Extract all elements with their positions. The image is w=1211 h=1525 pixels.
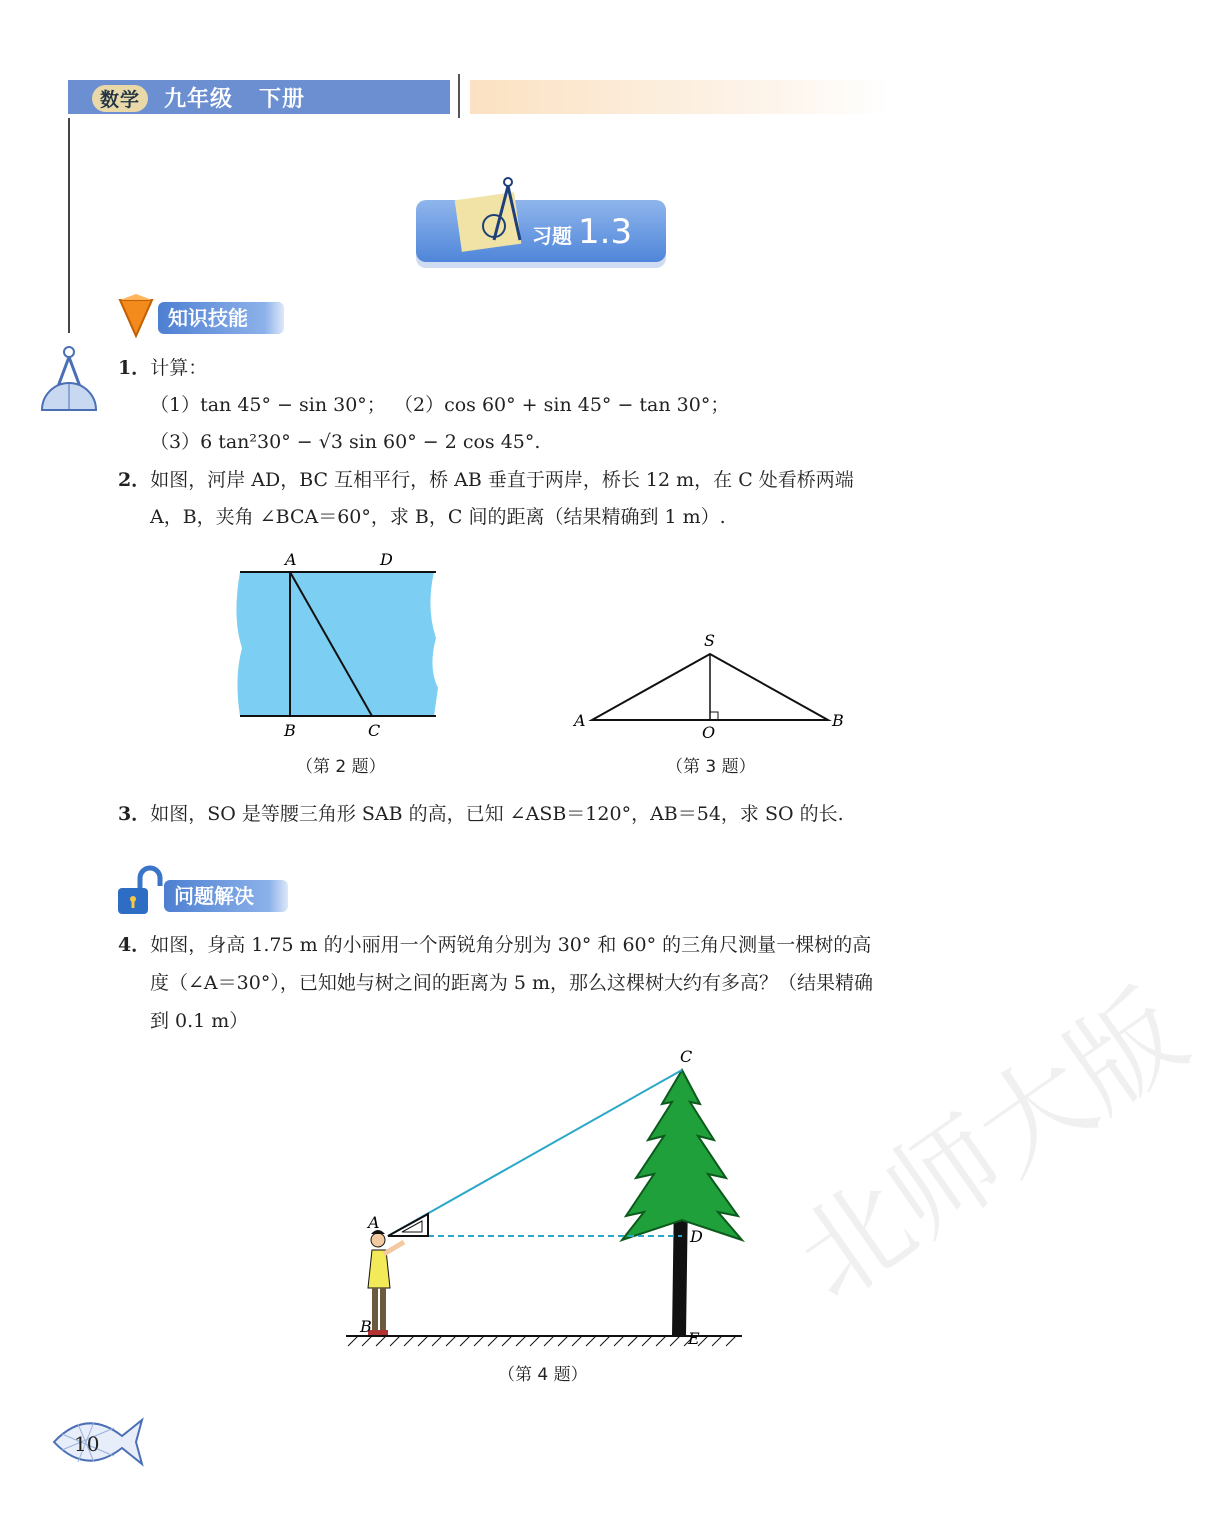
exercise-title-number: 1.3 [578, 212, 633, 252]
section-knowledge-skills: 知识技能 [158, 302, 284, 334]
river-water [236, 572, 438, 716]
label-S: S [704, 631, 715, 650]
label-C: C [368, 721, 381, 740]
header-separator [458, 74, 460, 118]
question-1-part-3: （3）6 tan²30° − √3 sin 60° − 2 cos 45°. [150, 431, 541, 453]
question-3-number: 3． [118, 803, 151, 825]
watermark: 北师大版 [773, 967, 1208, 1325]
header-volume: 下册 [259, 87, 306, 112]
compass-icon [472, 176, 528, 248]
figure-2-caption: （第 2 题） [296, 757, 386, 777]
question-4-line-1: 如图，身高 1.75 m 的小丽用一个两锐角分别为 30° 和 60° 的三角尺测量一棵树的高 [150, 934, 872, 956]
tree-crown [622, 1070, 742, 1240]
label-B: B [360, 1317, 372, 1336]
label-D: D [380, 550, 393, 569]
question-4-line-3: 到 0.1 m） [150, 1010, 249, 1032]
figure-4-tree-measurement [338, 1044, 758, 1356]
compass-protractor-icon [38, 344, 100, 414]
question-4-number: 4． [118, 934, 151, 956]
question-1-part-1: （1）tan 45° − sin 30°； [150, 394, 386, 416]
header-subject: 数学 [92, 85, 148, 112]
header-text [92, 82, 305, 113]
label-A: A [285, 550, 297, 569]
question-1-part-2: （2）cos 60° + sin 45° − tan 30°； [394, 394, 730, 416]
margin-line [68, 118, 70, 333]
diamond-icon [118, 294, 154, 338]
label-A: A [368, 1213, 380, 1232]
exercise-title-label: 习题 [532, 224, 572, 248]
figure-2-river-bridge [230, 548, 450, 744]
label-A: A [574, 711, 586, 730]
exercise-title [532, 212, 632, 252]
question-2 [118, 462, 854, 499]
label-B: B [284, 721, 296, 740]
ground-hatching [348, 1336, 736, 1346]
label-E: E [688, 1329, 700, 1348]
header-gradient [470, 80, 890, 114]
question-2-number: 2． [118, 469, 151, 491]
figure-4-caption: （第 4 题） [498, 1365, 588, 1385]
section-problem-solving: 问题解决 [164, 880, 288, 912]
label-C: C [680, 1047, 693, 1066]
question-1 [118, 350, 207, 387]
padlock-icon [116, 868, 164, 916]
question-2-line-1: 如图，河岸 AD，BC 互相平行，桥 AB 垂直于两岸，桥长 12 m，在 C 处看桥两端 [150, 469, 854, 491]
question-3-line-1: 如图，SO 是等腰三角形 SAB 的高，已知 ∠ASB＝120°，AB＝54，求 SO 的长. [150, 803, 844, 825]
question-1-stem: 计算： [150, 357, 208, 379]
header-grade: 九年级 [164, 87, 234, 112]
figure-3-triangle [570, 628, 850, 746]
label-O: O [702, 723, 716, 742]
label-B: B [832, 711, 844, 730]
page-number: 10 [74, 1432, 100, 1456]
question-3 [118, 796, 844, 833]
question-4-line-2: 度（∠A＝30°），已知她与树之间的距离为 5 m，那么这棵树大约有多高？（结果精确 [150, 972, 874, 994]
label-D: D [690, 1227, 703, 1246]
figure-3-caption: （第 3 题） [666, 757, 756, 777]
question-4 [118, 927, 871, 964]
girl-figure [368, 1230, 404, 1335]
question-2-line-2: A，B，夹角 ∠BCA＝60°，求 B，C 间的距离（结果精确到 1 m）. [150, 506, 726, 528]
question-1-number: 1． [118, 357, 151, 379]
